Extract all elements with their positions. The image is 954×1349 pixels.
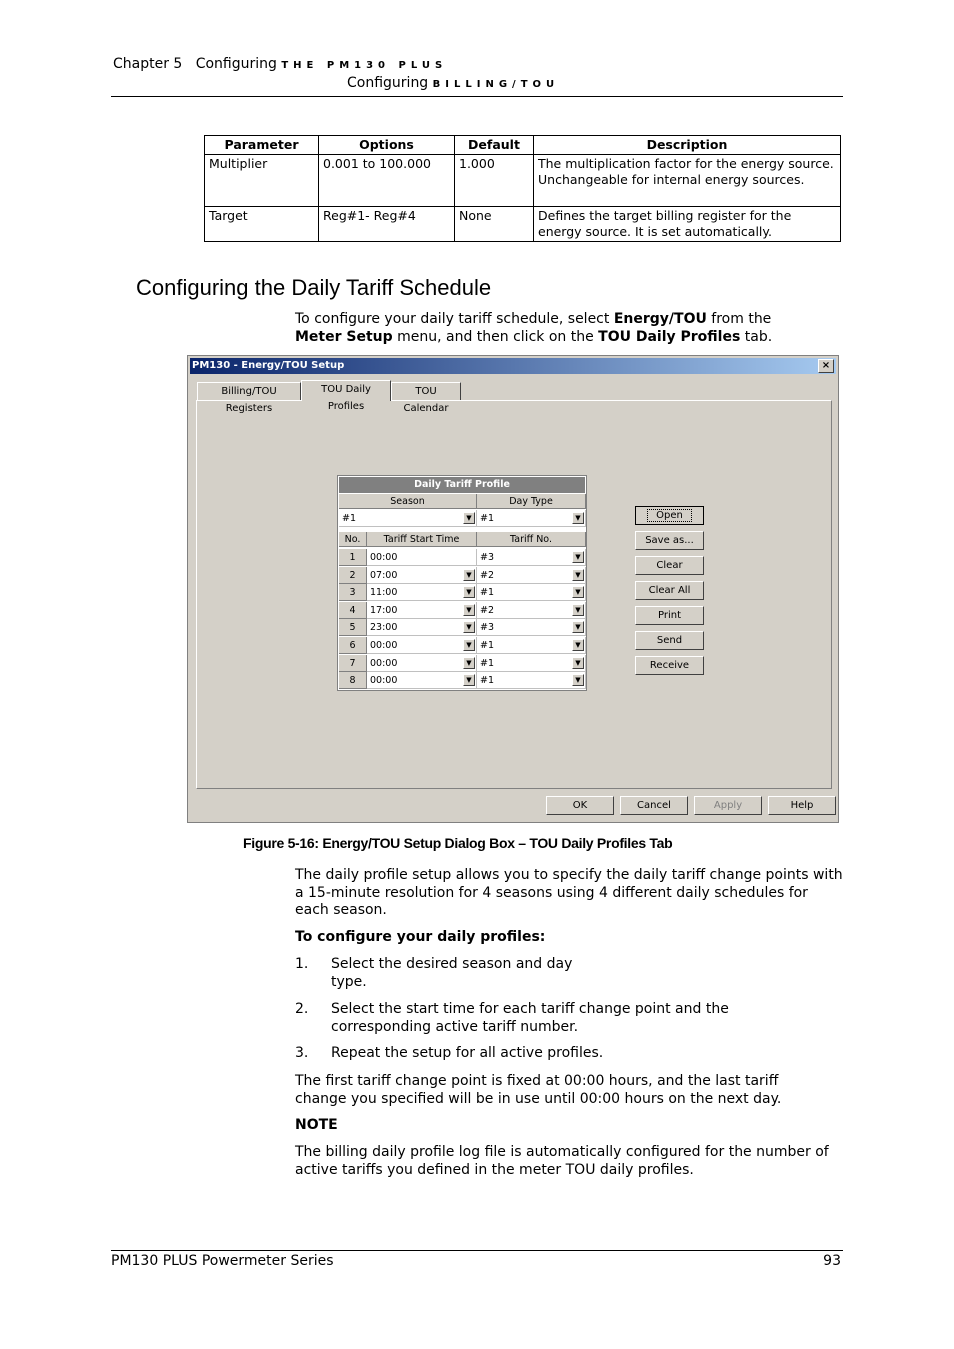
tariff-start-time-select[interactable] <box>367 672 477 689</box>
intro-text: tab. <box>740 328 773 345</box>
step-text: Select the start time for each tariff change point and the corresponding active tariff number. <box>331 1001 729 1035</box>
col-tariff-header: Tariff No. <box>477 532 586 547</box>
chevron-down-icon[interactable]: ▼ <box>572 551 584 563</box>
column-header: Description <box>534 136 841 155</box>
tariff-number-select[interactable] <box>477 637 586 654</box>
footer-title: PM130 PLUS Powermeter Series <box>111 1253 334 1269</box>
chevron-down-icon[interactable]: ▼ <box>572 657 584 669</box>
chevron-down-icon[interactable]: ▼ <box>463 512 475 524</box>
dialog-title: PM130 - Energy/TOU Setup <box>192 360 345 371</box>
chevron-down-icon[interactable]: ▼ <box>463 621 475 633</box>
start-time-value: 23:00 <box>370 622 398 634</box>
chevron-down-icon[interactable]: ▼ <box>572 639 584 651</box>
chevron-down-icon[interactable]: ▼ <box>572 586 584 598</box>
table-cell: None <box>455 207 534 242</box>
tariff-start-time-select[interactable] <box>367 549 477 566</box>
column-header: Parameter <box>205 136 319 155</box>
page-number: 93 <box>823 1253 841 1269</box>
running-header <box>113 56 447 72</box>
subsection-label: Configuring <box>347 75 429 91</box>
table-row <box>205 155 841 207</box>
tariff-start-time-select[interactable] <box>367 637 477 654</box>
receive-button[interactable]: Receive <box>635 656 704 675</box>
running-subheader <box>347 75 559 91</box>
column-header: Default <box>455 136 534 155</box>
tariff-start-time-select[interactable] <box>367 655 477 672</box>
save-as-button[interactable]: Save as... <box>635 531 704 550</box>
daytype-select[interactable] <box>477 510 586 527</box>
row-number: 7 <box>339 655 367 672</box>
table-cell: 0.001 to 100.000 <box>319 155 455 207</box>
tariff-number-value: #3 <box>480 622 495 634</box>
tariff-number-value: #1 <box>480 675 495 687</box>
daily-tariff-profile-grid <box>337 475 587 691</box>
chevron-down-icon[interactable]: ▼ <box>572 604 584 616</box>
start-time-value: 00:00 <box>370 657 398 669</box>
intro-bold: Meter Setup <box>295 328 393 345</box>
step-text: Select the desired season and day type. <box>331 956 573 990</box>
note-title: NOTE <box>295 1117 338 1133</box>
tab-tou-calendar[interactable]: TOU Calendar <box>391 382 461 400</box>
tariff-number-select[interactable] <box>477 549 586 566</box>
row-number: 1 <box>339 549 367 566</box>
tariff-number-value: #3 <box>480 552 495 563</box>
apply-button[interactable]: Apply <box>694 796 762 815</box>
chevron-down-icon[interactable]: ▼ <box>572 512 584 524</box>
step-number: 1. <box>295 956 309 972</box>
chapter-label: Chapter 5 <box>113 56 183 72</box>
print-button[interactable]: Print <box>635 606 704 625</box>
col-start-header: Tariff Start Time <box>367 532 477 547</box>
tariff-number-value: #1 <box>480 587 495 599</box>
note-text: The billing daily profile log file is automatically configured for the number of active tariffs you defined in the meter TOU daily profiles. <box>295 1144 829 1178</box>
row-number: 8 <box>339 672 367 689</box>
tab-billing-tou-registers[interactable]: Billing/TOU Registers <box>197 382 301 400</box>
chevron-down-icon[interactable]: ▼ <box>463 657 475 669</box>
tariff-number-select[interactable] <box>477 619 586 636</box>
open-button-label: Open <box>647 509 692 522</box>
intro-text: menu, and then click on the <box>392 328 599 345</box>
tariff-start-time-select[interactable] <box>367 619 477 636</box>
step-text: Repeat the setup for all active profiles. <box>331 1045 604 1061</box>
tariff-number-select[interactable] <box>477 567 586 584</box>
figure-caption: Figure 5-16: Energy/TOU Setup Dialog Box – TOU Daily Profiles Tab <box>243 835 673 851</box>
ok-button[interactable]: OK <box>546 796 614 815</box>
intro-bold: TOU Daily Profiles <box>598 328 741 345</box>
tariff-number-select[interactable] <box>477 602 586 619</box>
tariff-number-value: #2 <box>480 569 495 581</box>
intro-text: To configure your daily tariff schedule, select <box>295 311 614 327</box>
chevron-down-icon[interactable]: ▼ <box>463 569 475 581</box>
table-cell: Defines the target billing register for the energy source. It is set automatically. <box>534 207 841 242</box>
start-time-value: 07:00 <box>370 569 398 581</box>
tariff-number-value: #1 <box>480 657 495 669</box>
daytype-header: Day Type <box>477 494 586 509</box>
clear-all-button[interactable]: Clear All <box>635 581 704 600</box>
chevron-down-icon[interactable]: ▼ <box>572 674 584 686</box>
dialog-titlebar <box>190 358 836 374</box>
paragraph-1: The daily profile setup allows you to specify the daily tariff change points with a 15-minute resolution for 4 seasons using 4 different daily schedules for each season. <box>295 867 843 918</box>
chevron-down-icon[interactable]: ▼ <box>463 586 475 598</box>
start-time-value: 00:00 <box>370 675 398 687</box>
step-number: 3. <box>295 1045 309 1061</box>
table-cell: Reg#1- Reg#4 <box>319 207 455 242</box>
tariff-number-select[interactable] <box>477 655 586 672</box>
chevron-down-icon[interactable]: ▼ <box>463 604 475 616</box>
table-cell: Target <box>205 207 319 242</box>
col-no-header: No. <box>339 532 367 547</box>
tariff-number-value: #2 <box>480 604 495 616</box>
parameter-table <box>204 135 841 242</box>
steps-title: To configure your daily profiles: <box>295 929 546 945</box>
header-rule <box>111 96 843 97</box>
row-number: 4 <box>339 602 367 619</box>
chevron-down-icon[interactable]: ▼ <box>463 674 475 686</box>
cancel-button[interactable]: Cancel <box>620 796 688 815</box>
season-select[interactable] <box>339 510 477 527</box>
help-button[interactable]: Help <box>768 796 836 815</box>
season-value: #1 <box>342 513 357 524</box>
chevron-down-icon[interactable]: ▼ <box>463 639 475 651</box>
table-row <box>205 207 841 242</box>
section-caps: THE PM130 PLUS <box>281 60 448 71</box>
start-time-value: 17:00 <box>370 604 398 616</box>
tariff-number-select[interactable] <box>477 584 586 601</box>
row-number: 3 <box>339 584 367 601</box>
paragraph-2: The first tariff change point is fixed at 00:00 hours, and the last tariff change you specified will be in use until 00:00 hours on the next day. <box>295 1073 782 1107</box>
section-heading: Configuring the Daily Tariff Schedule <box>136 275 492 300</box>
tariff-number-select[interactable] <box>477 672 586 689</box>
send-button[interactable]: Send <box>635 631 704 650</box>
table-header-row <box>205 136 841 155</box>
start-time-value: 11:00 <box>370 587 398 599</box>
tab-tou-daily-profiles[interactable]: TOU Daily Profiles <box>301 380 391 401</box>
subsection-caps: BILLING/TOU <box>432 79 560 90</box>
energy-tou-dialog <box>187 355 839 823</box>
intro-text: from the <box>706 311 772 327</box>
intro-bold: Energy/TOU <box>613 311 707 327</box>
tariff-number-value: #1 <box>480 640 495 651</box>
table-cell: 1.000 <box>455 155 534 207</box>
tariff-start-time-select[interactable] <box>367 567 477 584</box>
start-time-value: 00:00 <box>370 552 398 563</box>
tariff-start-time-select[interactable] <box>367 602 477 619</box>
row-number: 5 <box>339 619 367 636</box>
row-number: 2 <box>339 567 367 584</box>
chevron-down-icon[interactable]: ▼ <box>572 621 584 633</box>
chevron-down-icon[interactable]: ▼ <box>572 569 584 581</box>
step-number: 2. <box>295 1001 309 1017</box>
clear-button[interactable]: Clear <box>635 556 704 575</box>
start-time-value: 00:00 <box>370 640 398 651</box>
table-cell: The multiplication factor for the energy source. Unchangeable for internal energy sources. <box>534 155 841 207</box>
column-header: Options <box>319 136 455 155</box>
daytype-value: #1 <box>480 513 495 524</box>
section-label: Configuring <box>195 56 277 72</box>
grid-title: Daily Tariff Profile <box>339 477 585 493</box>
table-cell: Multiplier <box>205 155 319 207</box>
intro-paragraph <box>295 311 840 346</box>
open-button[interactable] <box>635 506 704 525</box>
tariff-start-time-select[interactable] <box>367 584 477 601</box>
footer-rule <box>111 1250 843 1251</box>
row-number: 6 <box>339 637 367 654</box>
close-icon[interactable]: × <box>818 359 834 373</box>
season-header: Season <box>339 494 477 509</box>
